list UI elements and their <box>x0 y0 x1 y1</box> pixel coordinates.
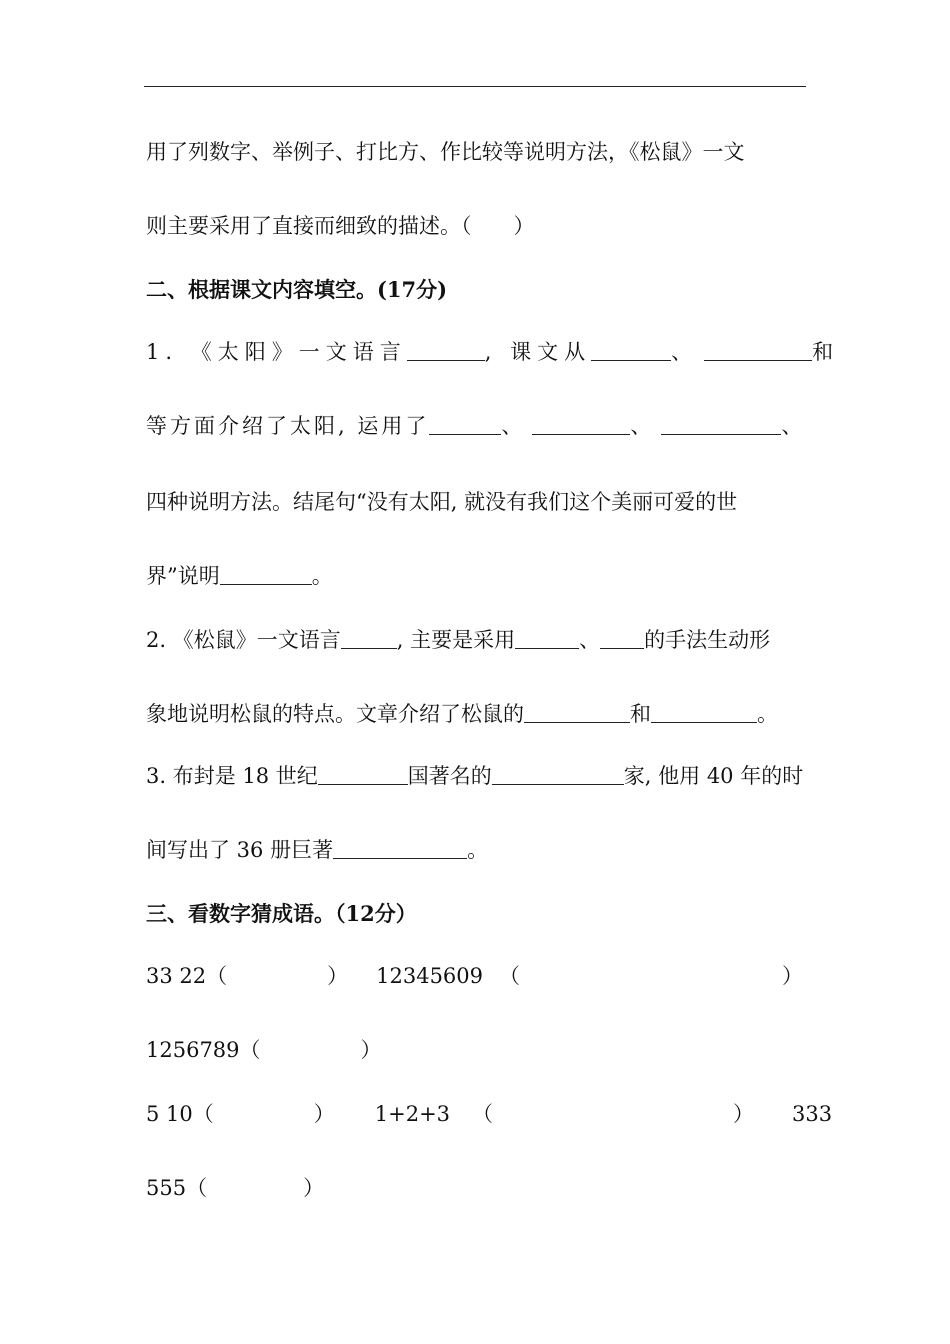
q2-blank-feature1[interactable] <box>524 702 630 723</box>
q2-line1-text-b: , 主要是采用 <box>396 628 516 652</box>
header-rule <box>144 86 806 87</box>
q1-blank-method1[interactable] <box>429 414 501 435</box>
idiom-item-c-close: ） <box>360 1038 382 1062</box>
section3-heading: 三、看数字猜成语。（12分） <box>146 901 417 926</box>
q2-blank-technique1[interactable] <box>515 628 579 649</box>
idiom-item-b-close: ） <box>782 964 804 988</box>
idiom-item-f-first: 333 <box>792 1102 833 1126</box>
q1-line3: 四种说明方法。结尾句“没有太阳, 就没有我们这个美丽可爱的世 <box>146 490 738 514</box>
idiom-item-c: 1256789（ <box>146 1038 261 1062</box>
q3-blank-country[interactable] <box>318 764 408 785</box>
part1-text-line2: 则主要采用了直接而细致的描述。（ ） <box>146 214 535 238</box>
idiom-item-b-open: （ <box>499 964 521 988</box>
idiom-item-b: 12345609 <box>376 964 484 988</box>
idiom-item-a: 33 22（ <box>146 964 228 988</box>
q1-line2-text-d: 、 <box>781 414 803 438</box>
q2-line2 <box>146 700 810 728</box>
q1-line2-text-c: 、 <box>630 414 652 438</box>
q1-line2 <box>146 412 810 440</box>
q3-line2-text-a: 间写出了 36 册巨著 <box>146 838 334 862</box>
q1-line1-text-c: 、 <box>671 340 693 364</box>
q3-line2-text-b: 。 <box>467 838 489 862</box>
q3-blank-profession[interactable] <box>492 764 624 785</box>
q1-blank-aspect1[interactable] <box>591 340 671 361</box>
q1-line4-text-b: 。 <box>311 564 333 588</box>
q3-line1-text-a: 3. 布封是 18 世纪 <box>146 764 318 788</box>
idiom-row1 <box>146 962 810 990</box>
q1-line1-text-d: 和 <box>812 340 834 364</box>
idiom-item-e: 1+2+3 <box>374 1102 451 1126</box>
idiom-item-a-close: ） <box>327 964 349 988</box>
q2-blank-technique2[interactable] <box>600 628 644 649</box>
q2-blank-feature2[interactable] <box>651 702 757 723</box>
part1-text-line1: 用了列数字、举例子、打比方、作比较等说明方法，《松鼠》一文 <box>146 140 745 164</box>
section2-heading: 二、根据课文内容填空。(17分) <box>146 277 448 302</box>
q2-blank-language[interactable] <box>341 628 397 649</box>
q1-blank-language[interactable] <box>407 340 485 361</box>
q2-line1-text-a: 2. 《松鼠》一文语言 <box>146 628 341 652</box>
idiom-item-e-close: ） <box>733 1102 755 1126</box>
q1-line2-text-b: 、 <box>501 414 523 438</box>
idiom-item-d: 5 10（ <box>146 1102 214 1126</box>
q2-line2-text-c: 。 <box>757 702 778 726</box>
q2-line1-text-d: 的手法生动形 <box>644 628 771 652</box>
q1-line2-text-a: 等方面介绍了太阳, 运用了 <box>146 414 430 438</box>
q2-line2-text-a: 象地说明松鼠的特点。文章介绍了松鼠的 <box>146 702 524 726</box>
idiom-row2 <box>146 1036 810 1064</box>
idiom-row3 <box>146 1100 833 1128</box>
q3-line2 <box>146 836 810 864</box>
q3-line1 <box>146 762 810 790</box>
idiom-item-f-close: ） <box>303 1176 325 1200</box>
q1-line4-text-a: 界”说明 <box>146 564 220 588</box>
q1-line1 <box>146 338 834 366</box>
idiom-item-d-close: ） <box>313 1102 335 1126</box>
q3-line1-text-c: 家, 他用 40 年的时 <box>623 764 804 788</box>
q2-line2-text-b: 和 <box>630 702 651 726</box>
q3-line1-text-b: 国著名的 <box>407 764 492 788</box>
idiom-item-f-second: 555（ <box>146 1176 208 1200</box>
q1-blank-method2[interactable] <box>532 414 630 435</box>
q1-line1-text-b: , 课文从 <box>484 340 592 364</box>
q1-line1-text-a: 1. 《太阳》一文语言 <box>146 340 407 364</box>
q1-line4 <box>146 562 810 590</box>
q1-blank-aspect2[interactable] <box>704 340 812 361</box>
q1-blank-conclusion[interactable] <box>220 564 312 585</box>
q2-line1 <box>146 626 810 654</box>
idiom-row4 <box>146 1174 810 1202</box>
q2-line1-text-c: 、 <box>579 628 601 652</box>
q3-blank-work[interactable] <box>333 838 467 859</box>
idiom-item-e-open: （ <box>472 1102 494 1126</box>
q1-blank-method3[interactable] <box>661 414 781 435</box>
